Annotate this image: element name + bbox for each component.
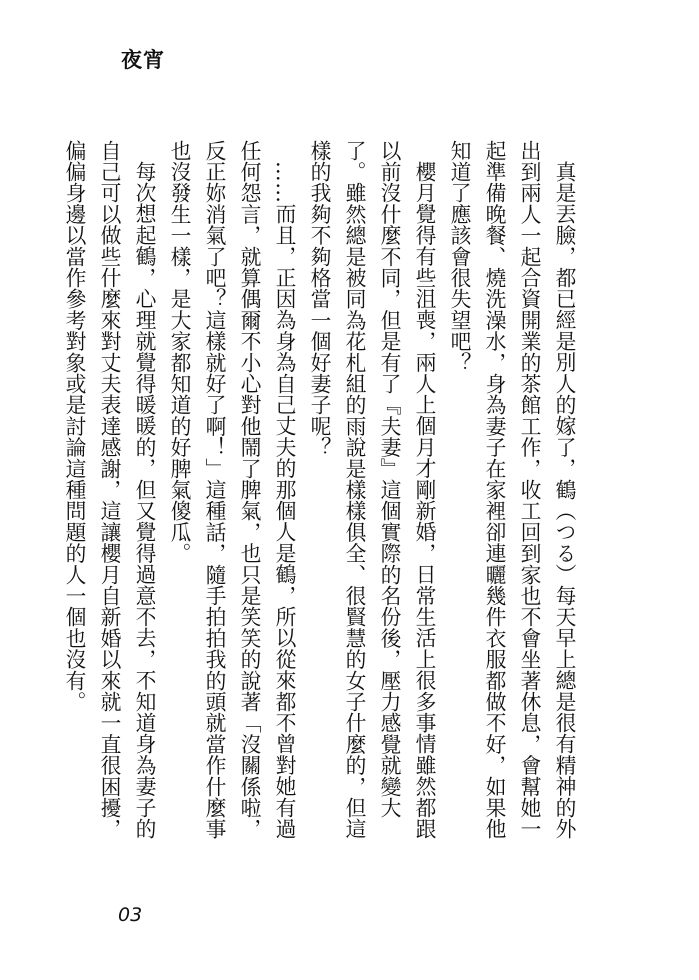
chapter-title: 夜宵 xyxy=(121,48,165,72)
page-number: 03 xyxy=(118,904,143,926)
vertical-text-body xyxy=(56,140,581,840)
paragraph: 櫻月覺得有些沮喪，兩人上個月才剛新婚，日常生活上很多事情雖然都跟以前沒什麼不同，但是有了『夫妻』這個實際的名份後，壓力感覺就變大了。雖然總是被同為花札組的雨說是樣樣俱全、很賢慧的女子什麼的，但這樣的我夠不夠格當一個好妻子呢？ xyxy=(307,140,436,840)
paragraph: 每次想起鶴，心理就覺得暖暖的，但又覺得過意不去，不知道身為妻子的自己可以做些什麼來對丈夫表達感謝，這讓櫻月自新婚以來就一直很困擾，偏偏身邊以當作參考對象或是討論這種問題的人一個也沒有。 xyxy=(62,140,156,840)
paragraph: 真是丟臉，都已經是別人的嫁了，鶴（つる）每天早上總是很有精神的外出到兩人一起合資開業的茶館工作，收工回到家也不會坐著休息，會幫她一起準備晚餐、燒洗澡水，身為妻子在家裡卻連曬幾件衣服都做不好，如果他知道了應該會很失望吧？ xyxy=(447,140,576,840)
paragraph: ……而且，正因為身為自己丈夫的那個人是鶴，所以從來都不曾對她有過任何怨言，就算偶爾不小心對他鬧了脾氣，也只是笑笑的說著「沒關係啦，反正妳消氣了吧？這樣就好了啊！」這種話，隨手拍拍我的頭就當作什麼事也沒發生一樣，是大家都知道的好脾氣傻瓜。 xyxy=(167,140,296,840)
